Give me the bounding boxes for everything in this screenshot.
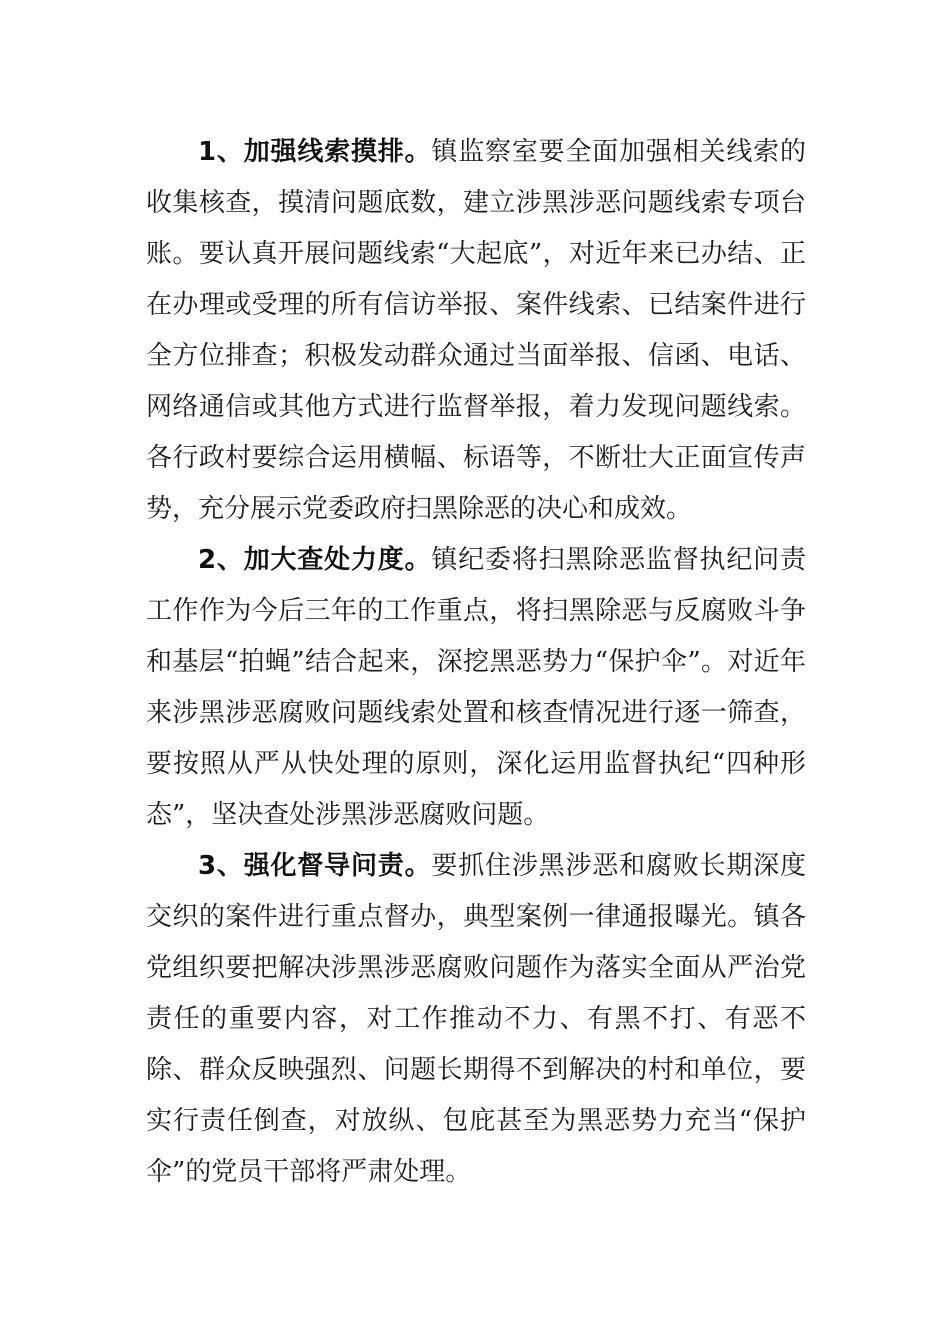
paragraph-1-text: 镇监察室要全面加强相关线索的收集核查，摸清问题底数，建立涉黑涉恶问题线索专项台账。要认真开展问题线索“大起底”，对近年来已办结、正在办理或受理的所有信访举报、案件线索、已结案件进行全方位排查；积极发动群众通过当面举报、信函、电话、网络通信或其他方式进行监督举报，着力发现问题线索。各行政村要综合运用横幅、标语等，不断壮大正面宣传声势，充分展示党委政府扫黑除恶的决心和成效。 (146, 137, 806, 524)
paragraph-2-heading: 2、加大查处力度。 (198, 545, 432, 575)
paragraph-1-heading: 1、加强线索摸排。 (198, 137, 432, 167)
paragraph-2 (146, 535, 806, 841)
paragraph-3 (146, 841, 806, 1198)
paragraph-3-heading: 3、强化督导问责。 (198, 851, 432, 881)
paragraph-2-text: 镇纪委将扫黑除恶监督执纪问责工作作为今后三年的工作重点，将扫黑除恶与反腐败斗争和基层“拍蝇”结合起来，深挖黑恶势力“保护伞”。对近年来涉黑涉恶腐败问题线索处置和核查情况进行逐一筛查，要按照从严从快处理的原则，深化运用监督执纪“四种形态”，坚决查处涉黑涉恶腐败问题。 (146, 545, 806, 830)
document-body (146, 127, 806, 1198)
paragraph-3-text: 要抓住涉黑涉恶和腐败长期深度交织的案件进行重点督办，典型案例一律通报曝光。镇各党组织要把解决涉黑涉恶腐败问题作为落实全面从严治党责任的重要内容，对工作推动不力、有黑不打、有恶不除、群众反映强烈、问题长期得不到解决的村和单位，要实行责任倒查，对放纵、包庇甚至为黑恶势力充当“保护伞”的党员干部将严肃处理。 (146, 851, 806, 1187)
paragraph-1 (146, 127, 806, 535)
